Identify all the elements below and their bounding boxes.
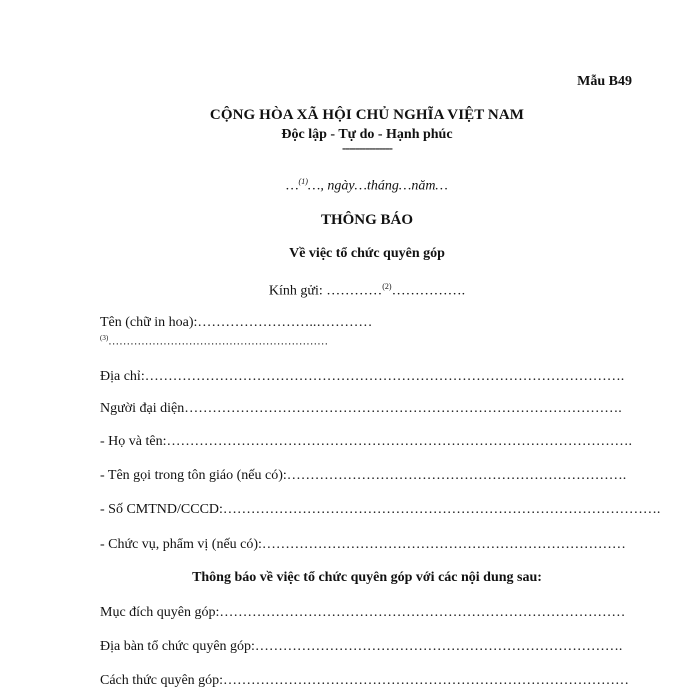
name-continuation-dots: …………………………………………………… <box>108 335 329 348</box>
dateline <box>0 177 700 195</box>
addressee-footnote-ref: (2) <box>382 282 392 291</box>
religious-name-field: - Tên gọi trong tôn giáo (nếu có):………………………………………………………………. <box>100 468 627 483</box>
position-field: - Chức vụ, phẩm vị (nếu có):…………………………………………………………………… <box>100 537 626 552</box>
representative-field: Người đại diện…………………………………………………………………………………. <box>100 401 622 416</box>
dateline-prefix: … <box>286 178 299 194</box>
purpose-field: Mục đích quyên góp:…………………………………………………………………………… <box>100 605 626 620</box>
header-divider: --------------- <box>342 140 392 155</box>
full-name-field: - Họ và tên:………………………………………………………………………………………. <box>100 434 632 449</box>
national-motto: Độc lập - Tự do - Hạnh phúc <box>281 127 453 142</box>
addressee-prefix: Kính gửi: ………… <box>268 283 383 299</box>
addressee-rest: ……………. <box>391 283 466 299</box>
id-number-field: - Số CMTND/CCCD:…………………………………………………………………………………. <box>100 502 661 517</box>
country-name: CỘNG HÒA XÃ HỘI CHỦ NGHĨA VIỆT NAM <box>209 107 525 123</box>
method-field: Cách thức quyên góp:…………………………………………………………………………… <box>100 673 630 688</box>
addressee-line <box>0 282 700 300</box>
document-title: THÔNG BÁO <box>320 212 414 228</box>
document-subject: Về việc tổ chức quyên góp <box>289 246 445 261</box>
section-heading: Thông báo về việc tổ chức quyên góp với các nội dung sau: <box>192 570 542 585</box>
form-code: Mẫu B49 <box>577 74 632 89</box>
name-footnote-ref: (3) <box>100 334 109 342</box>
name-continuation <box>100 334 328 348</box>
name-field: Tên (chữ in hoa):……………………..………… <box>100 315 373 330</box>
dateline-rest: …, ngày…tháng…năm… <box>307 178 448 194</box>
area-field: Địa bàn tổ chức quyên góp:……………………………………………………………………. <box>100 639 623 654</box>
address-field: Địa chỉ:…………………………………………………………………………………………. <box>100 369 625 384</box>
dateline-footnote-ref: (1) <box>298 177 308 186</box>
